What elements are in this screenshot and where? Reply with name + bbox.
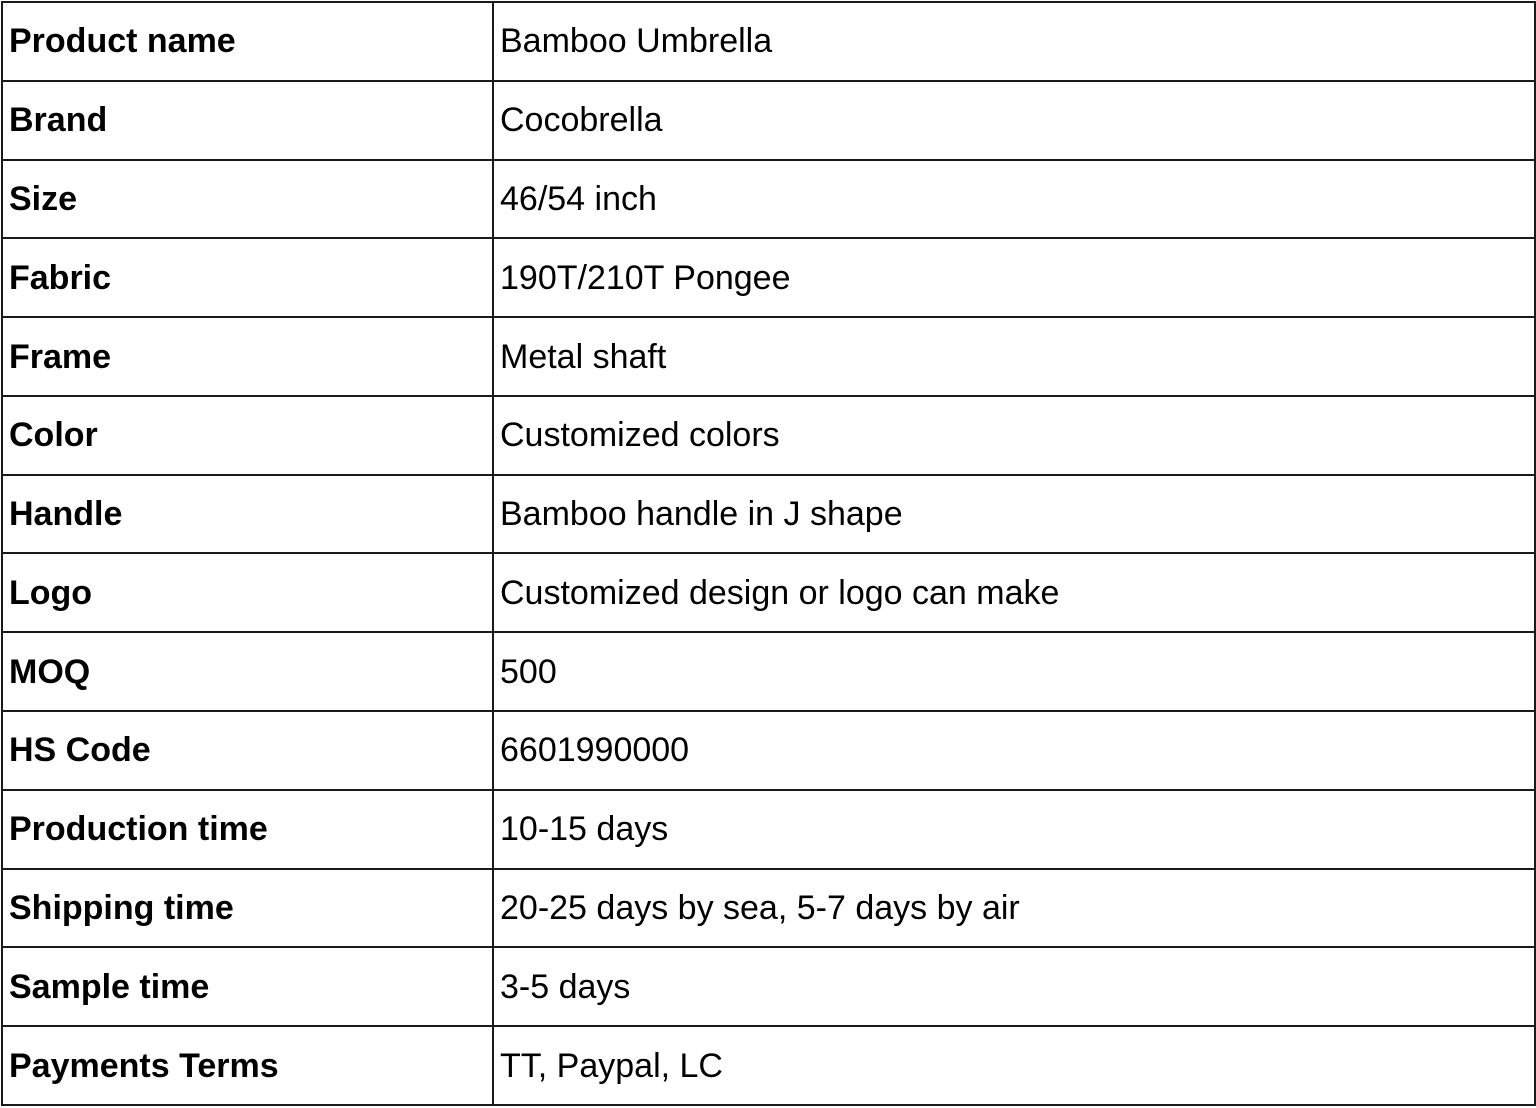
- row-label: Payments Terms: [2, 1026, 493, 1105]
- row-label: Size: [2, 160, 493, 239]
- table-row: [2, 160, 1535, 239]
- row-value: Customized colors: [493, 396, 1535, 475]
- table-row: [2, 632, 1535, 711]
- table-row: [2, 238, 1535, 317]
- table-row: [2, 790, 1535, 869]
- row-label: Sample time: [2, 947, 493, 1026]
- table-row: [2, 475, 1535, 554]
- row-value: Customized design or logo can make: [493, 553, 1535, 632]
- row-label: Fabric: [2, 238, 493, 317]
- row-label: Production time: [2, 790, 493, 869]
- row-value: TT, Paypal, LC: [493, 1026, 1535, 1105]
- row-label: Frame: [2, 317, 493, 396]
- table-row: [2, 711, 1535, 790]
- row-label: Brand: [2, 81, 493, 160]
- row-label: MOQ: [2, 632, 493, 711]
- table-row: [2, 947, 1535, 1026]
- table-row: [2, 317, 1535, 396]
- table-row: [2, 2, 1535, 81]
- row-label: Color: [2, 396, 493, 475]
- table-row: [2, 1026, 1535, 1105]
- row-value: Bamboo handle in J shape: [493, 475, 1535, 554]
- product-spec-table: [1, 1, 1536, 1106]
- row-value: 20-25 days by sea, 5-7 days by air: [493, 869, 1535, 948]
- row-value: Cocobrella: [493, 81, 1535, 160]
- row-value: Metal shaft: [493, 317, 1535, 396]
- table-row: [2, 81, 1535, 160]
- row-label: HS Code: [2, 711, 493, 790]
- row-value: Bamboo Umbrella: [493, 2, 1535, 81]
- row-label: Logo: [2, 553, 493, 632]
- row-value: 190T/210T Pongee: [493, 238, 1535, 317]
- row-value: 6601990000: [493, 711, 1535, 790]
- row-label: Product name: [2, 2, 493, 81]
- table-row: [2, 396, 1535, 475]
- row-value: 10-15 days: [493, 790, 1535, 869]
- table-row: [2, 869, 1535, 948]
- row-value: 500: [493, 632, 1535, 711]
- row-value: 3-5 days: [493, 947, 1535, 1026]
- row-label: Handle: [2, 475, 493, 554]
- row-label: Shipping time: [2, 869, 493, 948]
- table-row: [2, 553, 1535, 632]
- row-value: 46/54 inch: [493, 160, 1535, 239]
